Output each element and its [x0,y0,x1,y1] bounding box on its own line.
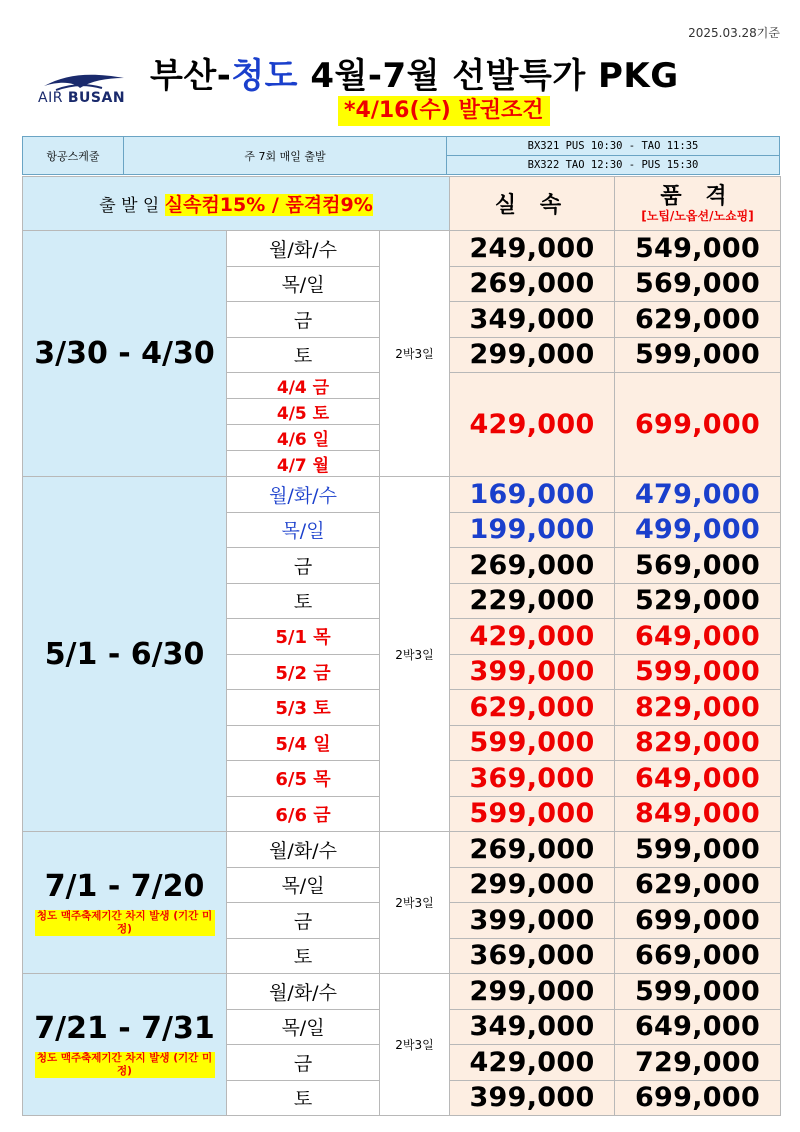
holiday-day-label: 4/6 일 [227,425,380,451]
commission-highlight: 실속컴15% / 품격컴9% [164,194,373,216]
holiday-basic-price: 429,000 [450,373,615,477]
title-part3: 4월-7월 선발특가 PKG [298,56,679,96]
premium-price: 529,000 [615,583,781,619]
basic-price: 199,000 [450,512,615,548]
period-cell [23,832,227,974]
flight-outbound: BX321 PUS 10:30 - TAO 11:35 [447,137,780,156]
premium-price: 649,000 [615,761,781,797]
premium-price: 629,000 [615,302,781,338]
basic-price: 349,000 [450,302,615,338]
ticketing-condition: *4/16(수) 발권조건 [338,96,550,126]
day-label: 5/4 일 [227,725,380,761]
departure-header [23,177,450,231]
day-label: 월/화/수 [227,832,380,868]
premium-price: 829,000 [615,725,781,761]
basic-tier-header: 실 속 [450,177,615,231]
logo-wordmark [38,90,125,106]
premium-price: 569,000 [615,548,781,584]
reference-date: 2025.03.28기준 [688,26,780,40]
period-range: 5/1 - 6/30 [44,636,205,672]
day-label: 목/일 [227,512,380,548]
trip-duration: 2박3일 [380,974,450,1116]
day-label: 금 [227,1045,380,1081]
flight-schedule-table [22,136,780,175]
flight-return: BX322 TAO 12:30 - PUS 15:30 [447,156,780,175]
day-label: 목/일 [227,266,380,302]
basic-price: 169,000 [450,477,615,513]
day-label: 토 [227,1080,380,1116]
day-label: 토 [227,337,380,373]
period-note: 청도 맥주축제기간 차지 발생 (기간 미정) [35,1052,215,1078]
departure-header-label: 출 발 일 [99,196,165,216]
basic-price: 269,000 [450,266,615,302]
premium-price: 569,000 [615,266,781,302]
day-label: 5/3 토 [227,690,380,726]
period-cell [23,477,227,832]
basic-price: 629,000 [450,690,615,726]
trip-duration: 2박3일 [380,231,450,477]
basic-price: 299,000 [450,337,615,373]
premium-tier-subtitle: [노팁/노옵션/노쇼핑] [641,208,754,223]
holiday-day-label: 4/7 월 [227,451,380,477]
period-range: 3/30 - 4/30 [34,336,215,371]
premium-price: 479,000 [615,477,781,513]
basic-price: 429,000 [450,1045,615,1081]
day-label: 월/화/수 [227,974,380,1010]
period-range: 7/1 - 7/20 [44,869,205,904]
air-busan-logo-icon [36,64,136,114]
period-cell [23,974,227,1116]
day-label: 목/일 [227,867,380,903]
day-label: 월/화/수 [227,231,380,267]
basic-price: 599,000 [450,725,615,761]
day-label: 목/일 [227,1009,380,1045]
premium-price: 549,000 [615,231,781,267]
premium-price: 669,000 [615,938,781,974]
basic-price: 369,000 [450,938,615,974]
table-row [23,832,781,868]
premium-price: 699,000 [615,903,781,939]
page-title [150,48,790,97]
day-label: 6/5 목 [227,761,380,797]
basic-price: 299,000 [450,974,615,1010]
day-label: 금 [227,903,380,939]
holiday-day-label: 4/5 토 [227,399,380,425]
holiday-premium-price: 699,000 [615,373,781,477]
title-part1: 부산- [150,56,232,96]
basic-price: 399,000 [450,654,615,690]
holiday-day-label: 4/4 금 [227,373,380,399]
basic-price: 269,000 [450,548,615,584]
logo-air-text: AIR [38,90,63,106]
table-row [23,974,781,1010]
schedule-frequency: 주 7회 매일 출발 [124,137,447,175]
basic-price: 599,000 [450,796,615,832]
basic-price: 269,000 [450,832,615,868]
day-label: 토 [227,583,380,619]
premium-price: 699,000 [615,1080,781,1116]
premium-price: 649,000 [615,619,781,655]
table-row [23,477,781,513]
basic-price: 249,000 [450,231,615,267]
premium-price: 649,000 [615,1009,781,1045]
premium-price: 849,000 [615,796,781,832]
title-part2: 청도 [231,56,299,96]
basic-price: 369,000 [450,761,615,797]
premium-price: 729,000 [615,1045,781,1081]
premium-price: 599,000 [615,974,781,1010]
trip-duration: 2박3일 [380,832,450,974]
table-row [23,231,781,267]
premium-tier-header [615,177,781,231]
period-range: 7/21 - 7/31 [34,1011,215,1046]
basic-price: 299,000 [450,867,615,903]
premium-price: 629,000 [615,867,781,903]
basic-price: 399,000 [450,903,615,939]
schedule-label: 항공스케줄 [23,137,124,175]
period-cell [23,231,227,477]
trip-duration: 2박3일 [380,477,450,832]
premium-price: 599,000 [615,832,781,868]
day-label: 6/6 금 [227,796,380,832]
basic-price: 229,000 [450,583,615,619]
basic-price: 429,000 [450,619,615,655]
day-label: 금 [227,548,380,584]
premium-price: 599,000 [615,654,781,690]
premium-tier-label: 품 격 [660,183,735,209]
day-label: 토 [227,938,380,974]
price-table [22,176,781,1116]
premium-price: 599,000 [615,337,781,373]
logo-busan-text: BUSAN [67,90,126,106]
day-label: 5/2 금 [227,654,380,690]
basic-price: 399,000 [450,1080,615,1116]
day-label: 5/1 목 [227,619,380,655]
premium-price: 499,000 [615,512,781,548]
day-label: 월/화/수 [227,477,380,513]
day-label: 금 [227,302,380,338]
basic-price: 349,000 [450,1009,615,1045]
premium-price: 829,000 [615,690,781,726]
period-note: 청도 맥주축제기간 차지 발생 (기간 미정) [35,910,215,936]
